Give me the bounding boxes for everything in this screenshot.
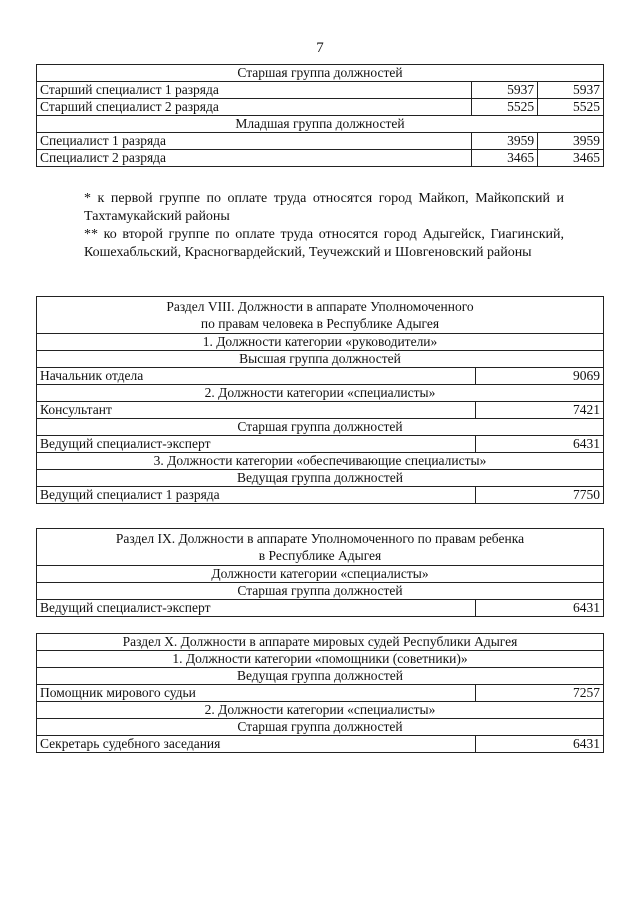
table-row [37,470,604,487]
section-title [37,297,604,334]
salary-value-group1: 5525 [472,99,538,116]
category-header: 1. Должности категории «помощники (советники)» [37,651,604,668]
salary-value-group2: 5937 [538,82,604,99]
table-row [37,583,604,600]
group-header: Старшая группа должностей [37,719,604,736]
salary-value: 6431 [476,600,604,617]
footnote-first-group: * к первой группе по оплате труда относятся город Майкоп, Майкопский и Тахтамукайский районы [84,191,564,224]
salary-value: 7421 [476,402,604,419]
category-header: 1. Должности категории «руководители» [37,334,604,351]
position-name: Старший специалист 1 разряда [37,82,472,99]
table-row [37,150,604,167]
salary-value: 6431 [476,436,604,453]
category-header: 2. Должности категории «специалисты» [37,385,604,402]
salary-value-group2: 3959 [538,133,604,150]
table-row [37,487,604,504]
salary-value-group1: 3959 [472,133,538,150]
position-name: Помощник мирового судьи [37,685,476,702]
salary-table-groups [36,64,604,167]
table-row [37,719,604,736]
salary-value: 7750 [476,487,604,504]
salary-value-group2: 5525 [538,99,604,116]
position-name: Секретарь судебного заседания [37,736,476,753]
section-9-table [36,528,604,617]
table-row [37,99,604,116]
table-row [37,133,604,150]
section-10-table [36,633,604,753]
table-row [37,351,604,368]
table-row [37,385,604,402]
group-header: Старшая группа должностей [37,65,604,82]
table-row [37,436,604,453]
position-name: Ведущий специалист 1 разряда [37,487,476,504]
footnote-second-group: ** ко второй группе по оплате труда относятся город Адыгейск, Гиагинский, Кошехабльский, Красногвардейский, Теучежский и Шовгеновский районы [84,227,564,260]
position-name: Старший специалист 2 разряда [37,99,472,116]
category-header: 3. Должности категории «обеспечивающие специалисты» [37,453,604,470]
position-name: Консультант [37,402,476,419]
section-title-line: Раздел IX. Должности в аппарате Уполномоченного по правам ребенка [115,531,525,546]
group-header: Ведущая группа должностей [37,668,604,685]
table-row [37,736,604,753]
table-row [37,685,604,702]
section-title-row [37,634,604,651]
section-title-line: Раздел VIII. Должности в аппарате Уполномоченного [166,299,474,314]
group-header: Ведущая группа должностей [37,470,604,487]
position-name: Специалист 1 разряда [37,133,472,150]
table-row [37,334,604,351]
table-row [37,668,604,685]
table-row [37,82,604,99]
table-row [37,600,604,617]
section-title: Раздел X. Должности в аппарате мировых судей Республики Адыгея [37,634,604,651]
page-number: 7 [316,40,324,56]
group-header: Младшая группа должностей [37,116,604,133]
position-name: Специалист 2 разряда [37,150,472,167]
position-name: Ведущий специалист-эксперт [37,436,476,453]
position-name: Ведущий специалист-эксперт [37,600,476,617]
table-row [37,368,604,385]
salary-value-group1: 3465 [472,150,538,167]
table-row [37,702,604,719]
section-title-line: по правам человека в Республике Адыгея [200,316,440,331]
group-header: Старшая группа должностей [37,583,604,600]
salary-value: 7257 [476,685,604,702]
table-row [37,453,604,470]
group-header: Старшая группа должностей [37,419,604,436]
salary-value: 9069 [476,368,604,385]
table-row [37,65,604,82]
section-title [37,529,604,566]
salary-value-group2: 3465 [538,150,604,167]
category-header: 2. Должности категории «специалисты» [37,702,604,719]
section-8-table [36,296,604,504]
salary-value: 6431 [476,736,604,753]
position-name: Начальник отдела [37,368,476,385]
table-row [37,566,604,583]
category-header: Должности категории «специалисты» [37,566,604,583]
table-row [37,651,604,668]
group-header: Высшая группа должностей [37,351,604,368]
table-row [37,116,604,133]
section-title-line: в Республике Адыгея [258,548,382,563]
section-title-row [37,297,604,334]
table-row [37,419,604,436]
section-title-row [37,529,604,566]
footnotes [84,190,564,262]
salary-value-group1: 5937 [472,82,538,99]
table-row [37,402,604,419]
